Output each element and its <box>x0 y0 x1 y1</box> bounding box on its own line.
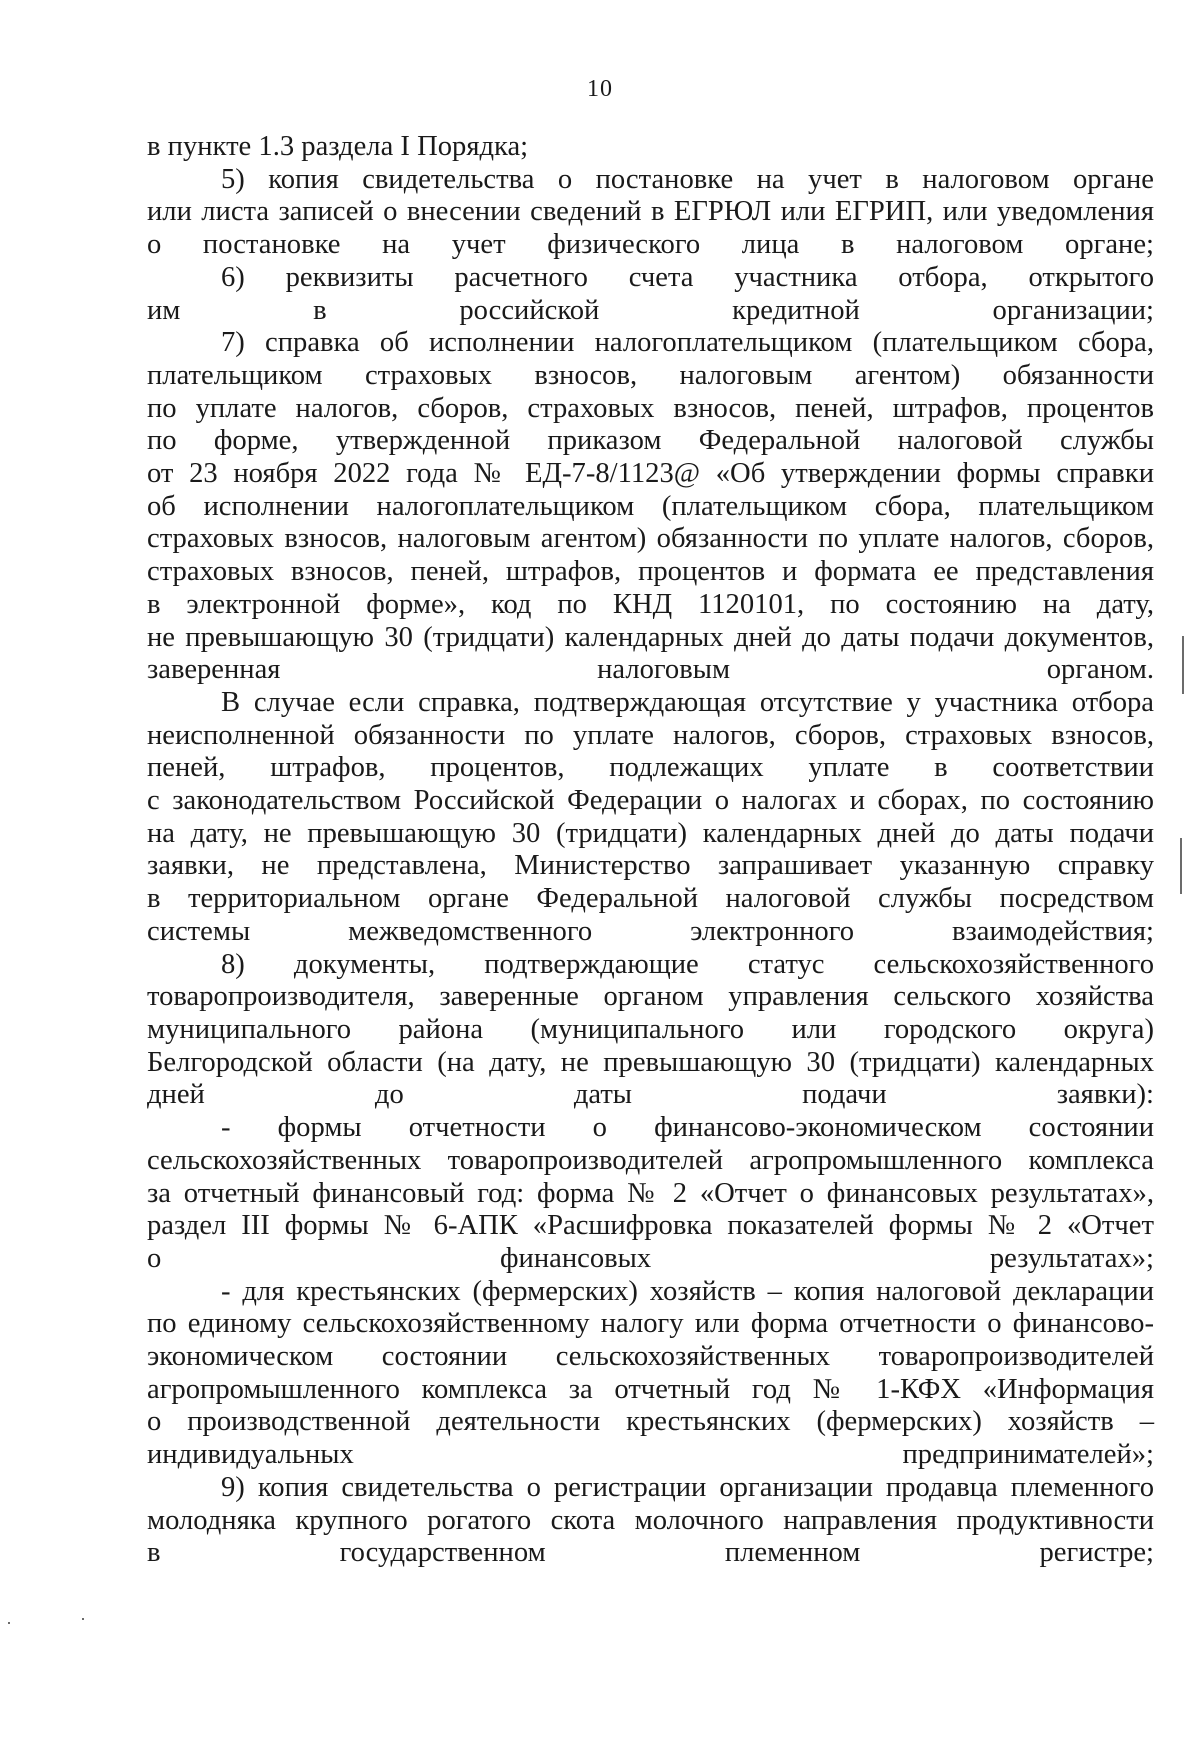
text-line: - формы отчетности о финансово-экономическом состоянии <box>221 1112 1154 1144</box>
text-line: экономическом состоянии сельскохозяйственных товаропроизводителей <box>147 1341 1154 1373</box>
text-line: молодняка крупного рогатого скота молочного направления продуктивности <box>147 1504 1154 1536</box>
scan-artifact-dot <box>82 1618 84 1620</box>
text-line: В случае если справка, подтверждающая отсутствие у участника отбора <box>221 686 1154 718</box>
text-line: 6) реквизиты расчетного счета участника отбора, открытого <box>221 261 1154 293</box>
text-line: пеней, штрафов, процентов, подлежащих уплате в соответствии <box>147 752 1154 784</box>
text-line: об исполнении налогоплательщиком (плательщиком сбора, плательщиком <box>147 490 1154 522</box>
text-line: товаропроизводителя, заверенные органом управления сельского хозяйства <box>147 981 1154 1013</box>
text-line: заверенная налоговым органом. <box>147 654 1154 686</box>
text-line: 5) копия свидетельства о постановке на учет в налоговом органе <box>221 163 1154 195</box>
text-line: в электронной форме», код по КНД 1120101, по состоянию на дату, <box>147 588 1154 620</box>
text-line: индивидуальных предпринимателей»; <box>147 1439 1154 1471</box>
text-line: в пункте 1.3 раздела I Порядка; <box>147 131 529 162</box>
text-line: по уплате налогов, сборов, страховых взносов, пеней, штрафов, процентов <box>147 392 1154 424</box>
text-line: или листа записей о внесении сведений в ЕГРЮЛ или ЕГРИП, или уведомления <box>147 196 1154 228</box>
paragraph-item-5 <box>147 164 1154 262</box>
paragraph-bullet-reporting-forms <box>147 1112 1154 1276</box>
text-line: агропромышленного комплекса за отчетный год № 1-КФХ «Информация <box>147 1373 1154 1405</box>
text-line: о постановке на учет физического лица в налоговом органе; <box>147 229 1154 261</box>
text-line: страховых взносов, пеней, штрафов, процентов и формата ее представления <box>147 556 1154 588</box>
paragraph-item-6 <box>147 262 1154 327</box>
paragraph-item-8 <box>147 949 1154 1113</box>
scan-artifact-line <box>1182 636 1184 694</box>
text-line: Белгородской области (на дату, не превышающую 30 (тридцати) календарных <box>147 1046 1154 1078</box>
paragraph-continuation <box>147 131 1154 164</box>
text-line: муниципального района (муниципального или городского округа) <box>147 1013 1154 1045</box>
text-line: системы межведомственного электронного взаимодействия; <box>147 915 1154 947</box>
text-line: раздел III формы № 6-АПК «Расшифровка показателей формы № 2 «Отчет <box>147 1210 1154 1242</box>
text-line: в территориальном органе Федеральной налоговой службы посредством <box>147 883 1154 915</box>
text-line: плательщиком страховых взносов, налоговым агентом) обязанности <box>147 359 1154 391</box>
paragraph-bullet-farm-households <box>147 1276 1154 1472</box>
text-line: в государственном племенном регистре; <box>147 1537 1154 1569</box>
paragraph-item-7 <box>147 327 1154 687</box>
text-line: с законодательством Российской Федерации о налогах и сборах, по состоянию <box>147 785 1154 817</box>
scan-artifact-dot <box>8 1622 10 1624</box>
text-line: заявки, не представлена, Министерство запрашивает указанную справку <box>147 850 1154 882</box>
page-number: 10 <box>587 76 613 102</box>
text-line: им в российской кредитной организации; <box>147 294 1154 326</box>
text-line: за отчетный финансовый год: форма № 2 «Отчет о финансовых результатах», <box>147 1177 1154 1209</box>
paragraph-tax-certificate-request <box>147 687 1154 949</box>
text-line: - для крестьянских (фермерских) хозяйств – копия налоговой декларации <box>221 1275 1154 1307</box>
text-line: от 23 ноября 2022 года № ЕД-7-8/1123@ «Об утверждении формы справки <box>147 458 1154 490</box>
text-line: неисполненной обязанности по уплате налогов, сборов, страховых взносов, <box>147 719 1154 751</box>
paragraph-item-9 <box>147 1472 1154 1570</box>
text-line: страховых взносов, налоговым агентом) обязанности по уплате налогов, сборов, <box>147 523 1154 555</box>
text-line: о производственной деятельности крестьянских (фермерских) хозяйств – <box>147 1406 1154 1438</box>
text-line: сельскохозяйственных товаропроизводителей агропромышленного комплекса <box>147 1144 1154 1176</box>
text-line: по форме, утвержденной приказом Федеральной налоговой службы <box>147 425 1154 457</box>
text-line: 8) документы, подтверждающие статус сельскохозяйственного <box>221 948 1154 980</box>
text-line: не превышающую 30 (тридцати) календарных дней до даты подачи документов, <box>147 621 1154 653</box>
document-body <box>147 131 1154 1570</box>
text-line: 9) копия свидетельства о регистрации организации продавца племенного <box>221 1471 1154 1503</box>
text-line: о финансовых результатах»; <box>147 1242 1154 1274</box>
scan-artifact-line <box>1180 838 1182 894</box>
text-line: 7) справка об исполнении налогоплательщиком (плательщиком сбора, <box>221 327 1154 359</box>
text-line: дней до даты подачи заявки): <box>147 1079 1154 1111</box>
text-line: на дату, не превышающую 30 (тридцати) календарных дней до даты подачи <box>147 817 1154 849</box>
text-line: по единому сельскохозяйственному налогу или форма отчетности о финансово- <box>147 1308 1154 1340</box>
